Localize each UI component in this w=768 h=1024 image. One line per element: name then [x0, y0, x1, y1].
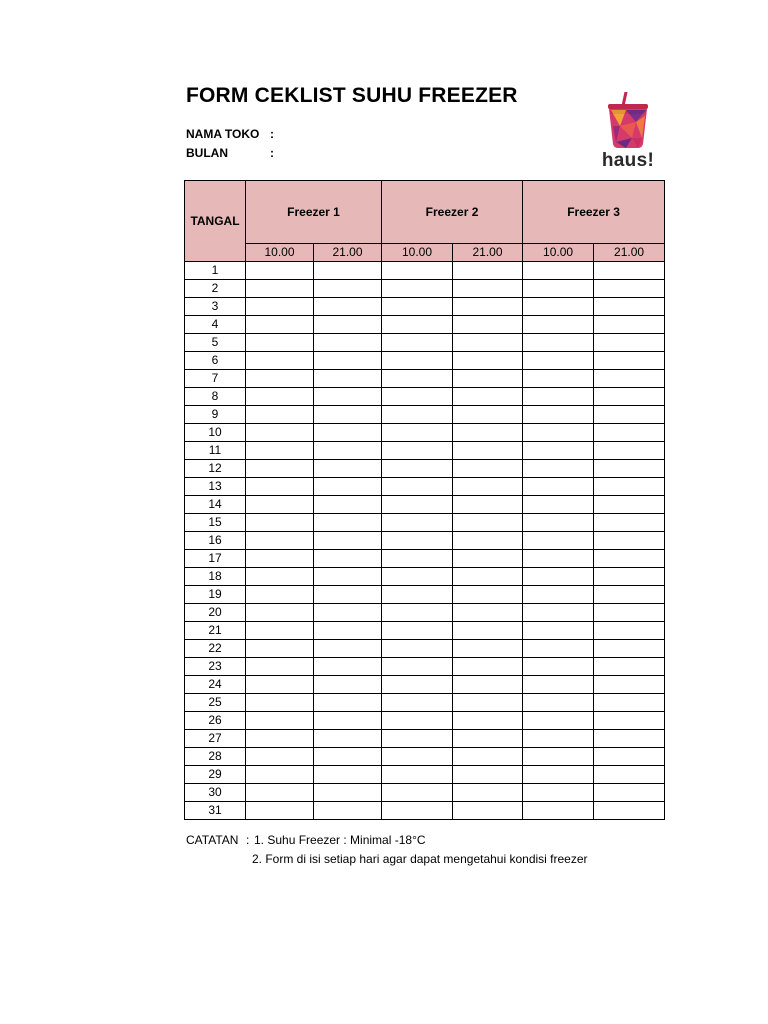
temperature-table: [184, 180, 665, 820]
temperature-entry-cell[interactable]: [382, 424, 453, 442]
temperature-entry-cell[interactable]: [523, 406, 594, 424]
freezer-3-time-night: 21.00: [594, 244, 665, 262]
table-row: [185, 766, 665, 784]
temperature-entry-cell[interactable]: [453, 586, 523, 604]
table-row: [185, 730, 665, 748]
temperature-entry-cell[interactable]: [314, 460, 382, 478]
temperature-entry-cell[interactable]: [594, 406, 665, 424]
temperature-entry-cell[interactable]: [594, 568, 665, 586]
temperature-entry-cell[interactable]: [382, 496, 453, 514]
temperature-entry-cell[interactable]: [246, 280, 314, 298]
day-number: 12: [185, 460, 246, 478]
temperature-entry-cell[interactable]: [453, 514, 523, 532]
temperature-entry-cell[interactable]: [382, 514, 453, 532]
temperature-entry-cell[interactable]: [523, 568, 594, 586]
table-row: [185, 550, 665, 568]
temperature-entry-cell[interactable]: [314, 604, 382, 622]
temperature-entry-cell[interactable]: [594, 550, 665, 568]
temperature-entry-cell[interactable]: [594, 478, 665, 496]
temperature-entry-cell[interactable]: [453, 334, 523, 352]
temperature-entry-cell[interactable]: [453, 550, 523, 568]
temperature-entry-cell[interactable]: [314, 406, 382, 424]
table-row: [185, 604, 665, 622]
temperature-entry-cell[interactable]: [382, 316, 453, 334]
temperature-entry-cell[interactable]: [594, 532, 665, 550]
table-row: [185, 802, 665, 820]
temperature-entry-cell[interactable]: [246, 334, 314, 352]
day-number: 5: [185, 334, 246, 352]
temperature-entry-cell[interactable]: [594, 316, 665, 334]
temperature-entry-cell[interactable]: [246, 514, 314, 532]
temperature-entry-cell[interactable]: [314, 586, 382, 604]
temperature-entry-cell[interactable]: [453, 442, 523, 460]
table-row: [185, 496, 665, 514]
temperature-entry-cell[interactable]: [314, 442, 382, 460]
temperature-entry-cell[interactable]: [382, 748, 453, 766]
temperature-entry-cell[interactable]: [382, 658, 453, 676]
day-number: 19: [185, 586, 246, 604]
form-title: FORM CEKLIST SUHU FREEZER: [186, 84, 518, 107]
temperature-entry-cell[interactable]: [523, 604, 594, 622]
temperature-entry-cell[interactable]: [246, 550, 314, 568]
temperature-entry-cell[interactable]: [594, 514, 665, 532]
temperature-entry-cell[interactable]: [382, 370, 453, 388]
temperature-entry-cell[interactable]: [246, 694, 314, 712]
freezer-1-time-night: 21.00: [314, 244, 382, 262]
day-number: 3: [185, 298, 246, 316]
table-row: [185, 748, 665, 766]
temperature-entry-cell[interactable]: [314, 316, 382, 334]
temperature-entry-cell[interactable]: [594, 352, 665, 370]
temperature-entry-cell[interactable]: [453, 694, 523, 712]
temperature-entry-cell[interactable]: [594, 622, 665, 640]
day-number: 20: [185, 604, 246, 622]
notes-label-line: [186, 833, 238, 847]
month-label: BULAN: [186, 146, 228, 160]
notes-label: CATATAN: [186, 833, 239, 847]
temperature-entry-cell[interactable]: [453, 298, 523, 316]
temperature-entry-cell[interactable]: [246, 424, 314, 442]
temperature-entry-cell[interactable]: [246, 298, 314, 316]
temperature-entry-cell[interactable]: [314, 730, 382, 748]
table-row: [185, 514, 665, 532]
day-number: 17: [185, 550, 246, 568]
temperature-entry-cell[interactable]: [594, 676, 665, 694]
day-number: 6: [185, 352, 246, 370]
temperature-entry-cell[interactable]: [453, 766, 523, 784]
temperature-entry-cell[interactable]: [246, 532, 314, 550]
month-field: [186, 146, 274, 160]
temperature-entry-cell[interactable]: [314, 262, 382, 280]
temperature-entry-cell[interactable]: [382, 784, 453, 802]
temperature-entry-cell[interactable]: [382, 550, 453, 568]
temperature-entry-cell[interactable]: [382, 640, 453, 658]
day-number: 18: [185, 568, 246, 586]
temperature-entry-cell[interactable]: [314, 550, 382, 568]
temperature-entry-cell[interactable]: [314, 748, 382, 766]
temperature-entry-cell[interactable]: [523, 640, 594, 658]
temperature-entry-cell[interactable]: [314, 640, 382, 658]
temperature-entry-cell[interactable]: [453, 496, 523, 514]
temperature-entry-cell[interactable]: [523, 658, 594, 676]
temperature-entry-cell[interactable]: [382, 532, 453, 550]
temperature-entry-cell[interactable]: [594, 370, 665, 388]
day-number: 25: [185, 694, 246, 712]
temperature-entry-cell[interactable]: [594, 802, 665, 820]
freezer-2-time-night: 21.00: [453, 244, 523, 262]
table-row: [185, 694, 665, 712]
temperature-entry-cell[interactable]: [594, 298, 665, 316]
freezer-3-header: Freezer 3: [523, 181, 665, 244]
day-number: 15: [185, 514, 246, 532]
temperature-entry-cell[interactable]: [314, 622, 382, 640]
table-row: [185, 640, 665, 658]
day-number: 26: [185, 712, 246, 730]
temperature-entry-cell[interactable]: [382, 280, 453, 298]
temperature-entry-cell[interactable]: [314, 532, 382, 550]
temperature-entry-cell[interactable]: [453, 730, 523, 748]
temperature-entry-cell[interactable]: [453, 568, 523, 586]
table-row: [185, 532, 665, 550]
table-row: [185, 280, 665, 298]
temperature-entry-cell[interactable]: [246, 676, 314, 694]
temperature-entry-cell[interactable]: [523, 298, 594, 316]
day-number: 1: [185, 262, 246, 280]
temperature-entry-cell[interactable]: [523, 766, 594, 784]
temperature-entry-cell[interactable]: [382, 676, 453, 694]
temperature-entry-cell[interactable]: [382, 352, 453, 370]
table-row: [185, 370, 665, 388]
table-row: [185, 424, 665, 442]
temperature-entry-cell[interactable]: [246, 748, 314, 766]
temperature-entry-cell[interactable]: [594, 262, 665, 280]
day-number: 24: [185, 676, 246, 694]
day-number: 23: [185, 658, 246, 676]
temperature-entry-cell[interactable]: [594, 586, 665, 604]
store-name-colon: :: [270, 127, 274, 141]
table-row: [185, 262, 665, 280]
temperature-entry-cell[interactable]: [246, 622, 314, 640]
temperature-entry-cell[interactable]: [523, 334, 594, 352]
temperature-entry-cell[interactable]: [314, 676, 382, 694]
temperature-entry-cell[interactable]: [453, 478, 523, 496]
note-item-2: 2. Form di isi setiap hari agar dapat mengetahui kondisi freezer: [252, 852, 588, 866]
table-row: [185, 586, 665, 604]
logo-wordmark: haus!: [601, 150, 655, 171]
temperature-entry-cell[interactable]: [246, 730, 314, 748]
day-number: 10: [185, 424, 246, 442]
temperature-entry-cell[interactable]: [523, 262, 594, 280]
store-name-label: NAMA TOKO: [186, 127, 260, 141]
table-row: [185, 622, 665, 640]
temperature-entry-cell[interactable]: [594, 280, 665, 298]
temperature-entry-cell[interactable]: [382, 604, 453, 622]
day-number: 11: [185, 442, 246, 460]
temperature-entry-cell[interactable]: [594, 694, 665, 712]
temperature-entry-cell[interactable]: [314, 802, 382, 820]
temperature-entry-cell[interactable]: [594, 658, 665, 676]
day-number: 2: [185, 280, 246, 298]
temperature-entry-cell[interactable]: [382, 334, 453, 352]
temperature-entry-cell[interactable]: [594, 442, 665, 460]
temperature-entry-cell[interactable]: [523, 352, 594, 370]
table-row: [185, 334, 665, 352]
temperature-entry-cell[interactable]: [314, 334, 382, 352]
note-item-1: 1. Suhu Freezer : Minimal -18°C: [254, 833, 426, 847]
temperature-entry-cell[interactable]: [453, 712, 523, 730]
temperature-entry-cell[interactable]: [314, 280, 382, 298]
temperature-entry-cell[interactable]: [382, 478, 453, 496]
table-row: [185, 298, 665, 316]
temperature-entry-cell[interactable]: [594, 766, 665, 784]
temperature-entry-cell[interactable]: [523, 388, 594, 406]
day-number: 14: [185, 496, 246, 514]
temperature-entry-cell[interactable]: [382, 388, 453, 406]
temperature-entry-cell[interactable]: [523, 730, 594, 748]
temperature-entry-cell[interactable]: [246, 388, 314, 406]
temperature-entry-cell[interactable]: [523, 802, 594, 820]
temperature-entry-cell[interactable]: [523, 460, 594, 478]
table-row: [185, 658, 665, 676]
temperature-entry-cell[interactable]: [523, 784, 594, 802]
table-row: [185, 406, 665, 424]
temperature-entry-cell[interactable]: [246, 802, 314, 820]
temperature-entry-cell[interactable]: [314, 712, 382, 730]
temperature-entry-cell[interactable]: [382, 298, 453, 316]
temperature-entry-cell[interactable]: [453, 802, 523, 820]
table-row: [185, 316, 665, 334]
temperature-entry-cell[interactable]: [246, 496, 314, 514]
table-row: [185, 712, 665, 730]
day-number: 4: [185, 316, 246, 334]
temperature-entry-cell[interactable]: [382, 730, 453, 748]
day-number: 9: [185, 406, 246, 424]
temperature-entry-cell[interactable]: [594, 496, 665, 514]
temperature-entry-cell[interactable]: [246, 478, 314, 496]
temperature-entry-cell[interactable]: [453, 388, 523, 406]
temperature-entry-cell[interactable]: [453, 604, 523, 622]
temperature-entry-cell[interactable]: [314, 658, 382, 676]
table-row: [185, 676, 665, 694]
notes-colon: :: [246, 833, 250, 847]
temperature-entry-cell[interactable]: [594, 388, 665, 406]
temperature-entry-cell[interactable]: [594, 604, 665, 622]
table-row: [185, 568, 665, 586]
temperature-entry-cell[interactable]: [523, 370, 594, 388]
temperature-entry-cell[interactable]: [523, 478, 594, 496]
temperature-entry-cell[interactable]: [523, 496, 594, 514]
temperature-entry-cell[interactable]: [246, 712, 314, 730]
temperature-entry-cell[interactable]: [246, 784, 314, 802]
day-number: 31: [185, 802, 246, 820]
temperature-entry-cell[interactable]: [523, 532, 594, 550]
temperature-entry-cell[interactable]: [453, 676, 523, 694]
temperature-entry-cell[interactable]: [523, 514, 594, 532]
temperature-entry-cell[interactable]: [594, 730, 665, 748]
freezer-2-time-morning: 10.00: [382, 244, 453, 262]
temperature-entry-cell[interactable]: [453, 424, 523, 442]
temperature-entry-cell[interactable]: [382, 262, 453, 280]
day-number: 29: [185, 766, 246, 784]
temperature-entry-cell[interactable]: [453, 370, 523, 388]
temperature-entry-cell[interactable]: [453, 352, 523, 370]
store-name-field: [186, 127, 274, 141]
temperature-entry-cell[interactable]: [382, 694, 453, 712]
table-row: [185, 478, 665, 496]
temperature-entry-cell[interactable]: [314, 388, 382, 406]
day-number: 22: [185, 640, 246, 658]
temperature-entry-cell[interactable]: [246, 370, 314, 388]
temperature-entry-cell[interactable]: [246, 262, 314, 280]
temperature-entry-cell[interactable]: [453, 532, 523, 550]
table-row: [185, 442, 665, 460]
temperature-entry-cell[interactable]: [453, 658, 523, 676]
table-row: [185, 388, 665, 406]
table-row: [185, 784, 665, 802]
day-number: 27: [185, 730, 246, 748]
temperature-entry-cell[interactable]: [453, 316, 523, 334]
temperature-entry-cell[interactable]: [314, 424, 382, 442]
temperature-entry-cell[interactable]: [246, 442, 314, 460]
temperature-entry-cell[interactable]: [382, 442, 453, 460]
temperature-entry-cell[interactable]: [594, 424, 665, 442]
table-row: [185, 352, 665, 370]
temperature-entry-cell[interactable]: [523, 424, 594, 442]
date-column-header: TANGAL: [185, 181, 246, 262]
temperature-entry-cell[interactable]: [523, 586, 594, 604]
temperature-entry-cell[interactable]: [453, 622, 523, 640]
freezer-3-time-morning: 10.00: [523, 244, 594, 262]
temperature-entry-cell[interactable]: [314, 298, 382, 316]
temperature-entry-cell[interactable]: [453, 784, 523, 802]
temperature-entry-cell[interactable]: [594, 784, 665, 802]
temperature-entry-cell[interactable]: [314, 694, 382, 712]
day-number: 30: [185, 784, 246, 802]
temperature-entry-cell[interactable]: [594, 460, 665, 478]
temperature-entry-cell[interactable]: [246, 658, 314, 676]
temperature-entry-cell[interactable]: [314, 514, 382, 532]
temperature-entry-cell[interactable]: [594, 748, 665, 766]
brand-logo: [596, 92, 660, 176]
temperature-entry-cell[interactable]: [314, 766, 382, 784]
temperature-entry-cell[interactable]: [523, 280, 594, 298]
freezer-1-header: Freezer 1: [246, 181, 382, 244]
temperature-entry-cell[interactable]: [246, 766, 314, 784]
temperature-entry-cell[interactable]: [382, 406, 453, 424]
temperature-entry-cell[interactable]: [382, 622, 453, 640]
cup-logo-icon: [596, 92, 660, 152]
temperature-entry-cell[interactable]: [523, 694, 594, 712]
temperature-entry-cell[interactable]: [523, 712, 594, 730]
temperature-entry-cell[interactable]: [314, 496, 382, 514]
temperature-entry-cell[interactable]: [453, 640, 523, 658]
freezer-2-header: Freezer 2: [382, 181, 523, 244]
day-number: 13: [185, 478, 246, 496]
temperature-entry-cell[interactable]: [523, 442, 594, 460]
temperature-entry-cell[interactable]: [523, 550, 594, 568]
temperature-entry-cell[interactable]: [246, 586, 314, 604]
temperature-entry-cell[interactable]: [453, 262, 523, 280]
temperature-entry-cell[interactable]: [246, 460, 314, 478]
temperature-entry-cell[interactable]: [594, 334, 665, 352]
temperature-entry-cell[interactable]: [314, 478, 382, 496]
temperature-entry-cell[interactable]: [382, 802, 453, 820]
temperature-entry-cell[interactable]: [382, 712, 453, 730]
day-number: 7: [185, 370, 246, 388]
temperature-entry-cell[interactable]: [246, 316, 314, 334]
temperature-entry-cell[interactable]: [314, 370, 382, 388]
temperature-entry-cell[interactable]: [523, 316, 594, 334]
day-number: 28: [185, 748, 246, 766]
temperature-entry-cell[interactable]: [453, 406, 523, 424]
temperature-entry-cell[interactable]: [314, 352, 382, 370]
day-number: 8: [185, 388, 246, 406]
temperature-entry-cell[interactable]: [453, 460, 523, 478]
temperature-entry-cell[interactable]: [594, 640, 665, 658]
day-number: 16: [185, 532, 246, 550]
temperature-entry-cell[interactable]: [382, 568, 453, 586]
temperature-entry-cell[interactable]: [382, 586, 453, 604]
temperature-entry-cell[interactable]: [246, 352, 314, 370]
day-number: 21: [185, 622, 246, 640]
day-rows: [185, 262, 665, 820]
temperature-entry-cell[interactable]: [523, 748, 594, 766]
temperature-entry-cell[interactable]: [523, 622, 594, 640]
temperature-entry-cell[interactable]: [594, 712, 665, 730]
month-colon: :: [270, 146, 274, 160]
freezer-1-time-morning: 10.00: [246, 244, 314, 262]
temperature-entry-cell[interactable]: [314, 784, 382, 802]
temperature-entry-cell[interactable]: [246, 568, 314, 586]
temperature-entry-cell[interactable]: [382, 460, 453, 478]
temperature-entry-cell[interactable]: [523, 676, 594, 694]
table-row: [185, 460, 665, 478]
temperature-entry-cell[interactable]: [246, 406, 314, 424]
temperature-entry-cell[interactable]: [453, 748, 523, 766]
temperature-entry-cell[interactable]: [246, 604, 314, 622]
temperature-entry-cell[interactable]: [453, 280, 523, 298]
temperature-entry-cell[interactable]: [246, 640, 314, 658]
temperature-entry-cell[interactable]: [382, 766, 453, 784]
temperature-entry-cell[interactable]: [314, 568, 382, 586]
